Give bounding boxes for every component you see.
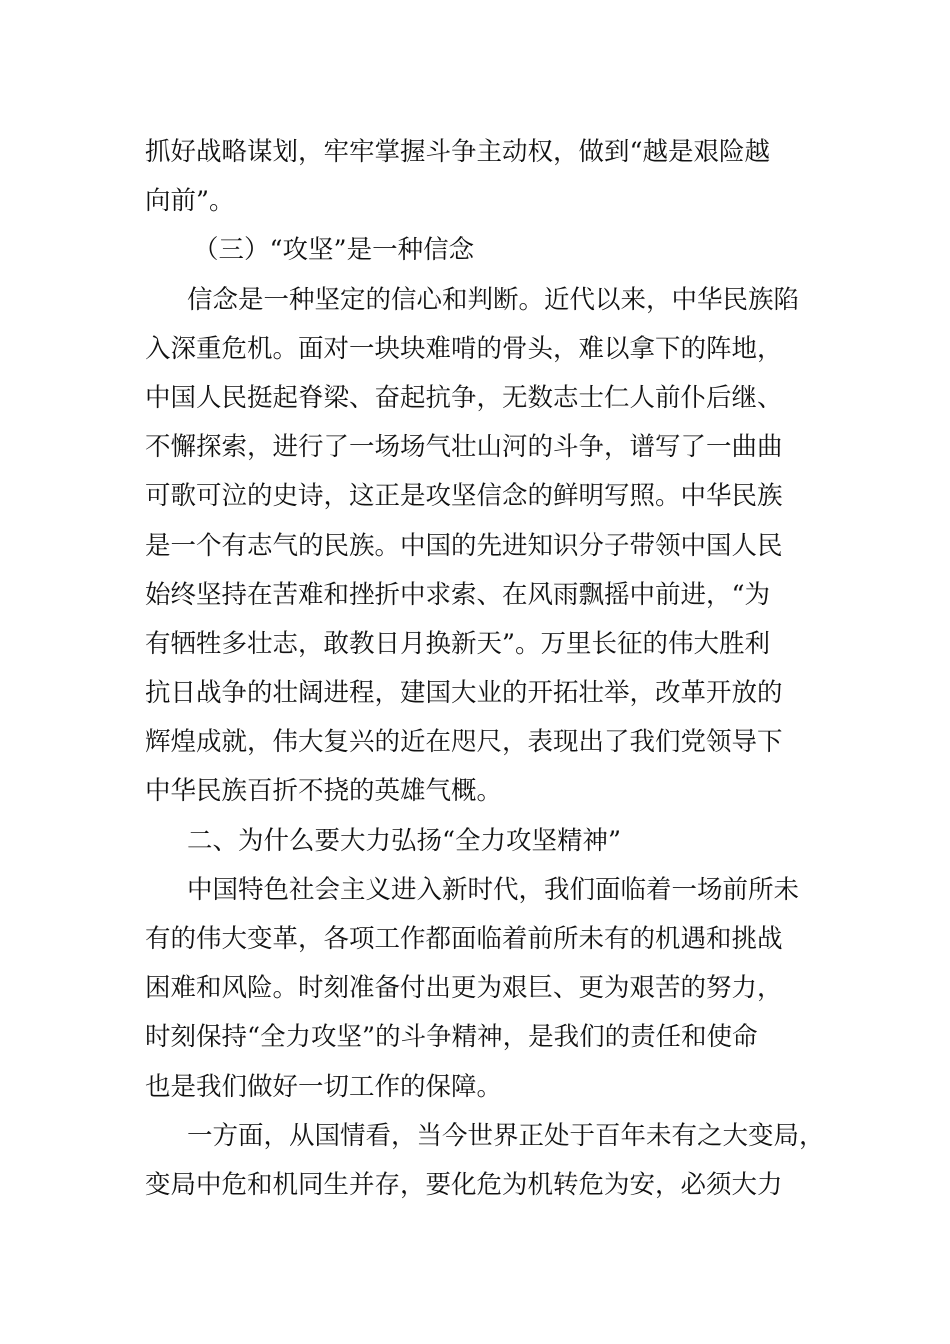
subsection-heading: （三）“攻坚”是一种信念 <box>193 235 475 266</box>
paragraph-line: 是一个有志气的民族。中国的先进知识分子带领中国人民 <box>145 530 783 561</box>
paragraph-line: 信念是一种坚定的信心和判断。近代以来，中华民族陷 <box>187 284 800 315</box>
paragraph-line: 有的伟大变革，各项工作都面临着前所未有的机遇和挑战 <box>145 924 783 954</box>
paragraph-line: 始终坚持在苦难和挫折中求索、在风雨飘摇中前进，“为 <box>145 579 771 610</box>
paragraph-line: 中华民族百折不挠的英雄气概。 <box>145 776 503 807</box>
paragraph-line: 变局中危和机同生并存，要化危为机转危为安，必须大力 <box>145 1169 783 1200</box>
paragraph-line: 也是我们做好一切工作的保障。 <box>145 1071 503 1102</box>
paragraph-line: 一方面，从国情看，当今世界正处于百年未有之大变局， <box>187 1120 825 1151</box>
paragraph-line: 时刻保持“全力攻坚”的斗争精神，是我们的责任和使命 <box>145 1022 758 1053</box>
document-body <box>145 128 825 1210</box>
paragraph-line: 辉煌成就，伟大复兴的近在咫尺，表现出了我们党领导下 <box>145 727 783 758</box>
paragraph-line: 困难和风险。时刻准备付出更为艰巨、更为艰苦的努力， <box>145 973 783 1004</box>
paragraph-line: 可歌可泣的史诗，这正是攻坚信念的鲜明写照。中华民族 <box>145 481 783 512</box>
paragraph-line: 抓好战略谋划，牢牢掌握斗争主动权，做到“越是艰险越 <box>145 137 771 167</box>
paragraph-line: 有牺牲多壮志，敢教日月换新天”。万里长征的伟大胜利 <box>145 628 771 659</box>
paragraph-line: 中国特色社会主义进入新时代，我们面临着一场前所未 <box>187 874 800 905</box>
section-heading: 二、为什么要大力弘扬“全力攻坚精神” <box>187 825 622 856</box>
paragraph-line: 抗日战争的壮阔进程，建国大业的开拓壮举，改革开放的 <box>145 678 783 709</box>
paragraph-line: 中国人民挺起脊梁、奋起抗争，无数志士仁人前仆后继、 <box>145 382 783 413</box>
paragraph-line: 向前”。 <box>145 186 235 217</box>
paragraph-line: 不懈探索，进行了一场场气壮山河的斗争，谱写了一曲曲 <box>145 432 783 463</box>
paragraph-line: 入深重危机。面对一块块难啃的骨头，难以拿下的阵地， <box>145 333 783 364</box>
